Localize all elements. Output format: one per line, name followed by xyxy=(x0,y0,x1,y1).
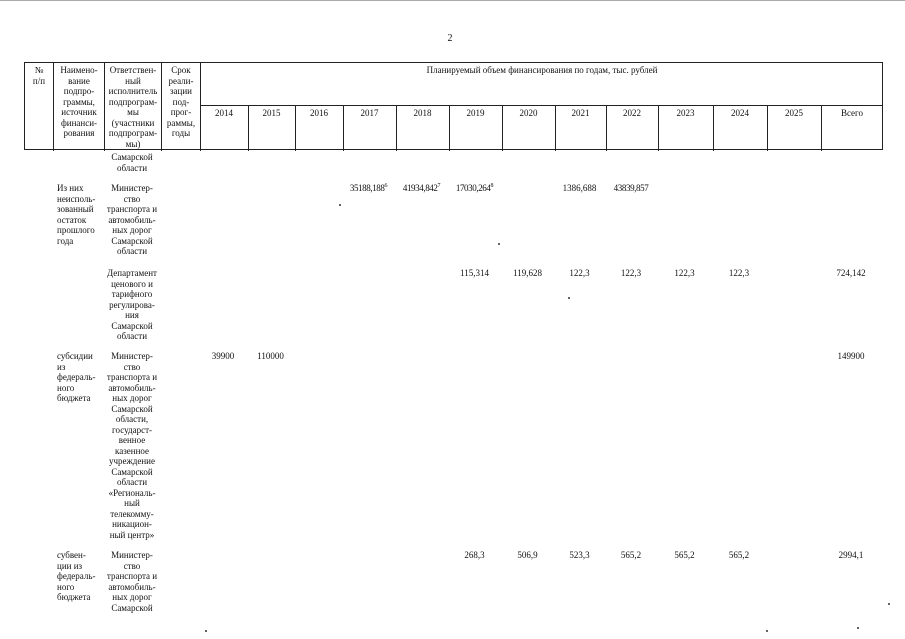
value-text: 115,314 xyxy=(460,268,489,278)
value-text: 17030,264 xyxy=(455,183,491,193)
value-cell xyxy=(199,351,247,362)
page-number: 2 xyxy=(447,33,453,44)
year-header-2021: 2021 xyxy=(571,108,590,118)
value-cell xyxy=(247,351,294,362)
year-header-2017: 2017 xyxy=(360,108,379,118)
scan-speck xyxy=(568,297,570,299)
value-text: 39900 xyxy=(211,351,235,361)
col-term-header: Срок реали- зации под- прог- раммы, годы xyxy=(166,65,196,138)
scan-speck xyxy=(888,603,890,605)
row-name: субвен- ции из федераль- ного бюджета xyxy=(57,550,96,602)
value-cell xyxy=(820,351,882,362)
scan-speck xyxy=(766,630,768,632)
value-text: 122,3 xyxy=(728,268,750,278)
row-executor: Министер- ство транспорта и автомобиль- ных дорог Самарской области xyxy=(106,183,158,256)
value-cell xyxy=(342,183,395,194)
value-cell xyxy=(820,268,882,279)
row-executor: Департамент ценового и тарифного регулирова- ния Самарской области xyxy=(107,268,157,341)
footnote-mark: 8 xyxy=(490,183,494,189)
value-text: 122,3 xyxy=(569,268,590,278)
value-cell xyxy=(395,183,448,194)
value-cell xyxy=(448,183,501,194)
value-text: 149900 xyxy=(837,351,865,361)
footnote-mark: 7 xyxy=(437,183,441,189)
scan-speck xyxy=(498,243,500,245)
divider xyxy=(200,105,883,106)
year-header-2025: 2025 xyxy=(785,108,803,118)
col-name-header: Наимено- вание подпро- граммы, источник финанси- рования xyxy=(60,65,98,138)
row-name: субсидии из федераль- ного бюджета xyxy=(57,351,96,403)
value-text: 1386,688 xyxy=(562,183,597,193)
value-cell xyxy=(657,550,712,561)
year-header-total: Всего xyxy=(840,108,864,118)
value-text: 2994,1 xyxy=(838,550,864,560)
value-cell xyxy=(605,183,657,194)
value-cell xyxy=(712,550,766,561)
value-text: 41934,842 xyxy=(402,183,438,193)
value-text: 724,142 xyxy=(836,268,866,278)
col-executor-header: Ответствен- ный исполнитель подпрограм- мы (участники подпрограм- мы) xyxy=(108,65,158,149)
row-executor: Министер- ство транспорта и автомобиль- ных дорог Самарской xyxy=(106,550,158,613)
value-cell xyxy=(448,268,501,279)
value-cell xyxy=(712,268,766,279)
value-cell xyxy=(657,268,712,279)
row-executor: Министер- ство транспорта и автомобиль- ных дорог Самарской области, государст- венное казенное учреждение Самарской области «Региональ- ный телекомму- никацион- ный центр» xyxy=(106,351,158,540)
value-cell xyxy=(554,268,605,279)
value-text: 110000 xyxy=(257,351,284,361)
divider xyxy=(200,63,201,151)
value-text: 119,628 xyxy=(513,268,542,278)
year-header-2019: 2019 xyxy=(466,108,485,118)
scan-speck xyxy=(857,627,859,629)
scan-speck xyxy=(339,204,341,206)
row-name: Из них неисполь- зованный остаток прошлого года xyxy=(57,183,96,246)
value-cell xyxy=(554,183,605,194)
year-header-2018: 2018 xyxy=(413,108,432,118)
value-cell xyxy=(501,550,554,561)
value-cell xyxy=(605,268,657,279)
year-header-2024: 2024 xyxy=(731,108,749,118)
year-header-2022: 2022 xyxy=(623,108,641,118)
value-text: 122,3 xyxy=(674,268,695,278)
table-header xyxy=(24,62,883,150)
carryover-executor: Самарской области xyxy=(111,152,153,173)
year-header-2016: 2016 xyxy=(310,108,328,118)
col-num-header: № п/п xyxy=(32,65,46,86)
value-text: 565,2 xyxy=(674,550,695,560)
value-text: 506,9 xyxy=(517,550,538,560)
top-border xyxy=(0,0,905,1)
year-header-2015: 2015 xyxy=(262,108,281,118)
value-text: 523,3 xyxy=(569,550,590,560)
footnote-mark: 6 xyxy=(384,183,388,189)
year-header-2023: 2023 xyxy=(676,108,695,118)
value-cell xyxy=(605,550,657,561)
value-text: 122,3 xyxy=(620,268,642,278)
value-cell xyxy=(820,550,882,561)
value-text: 565,2 xyxy=(728,550,750,560)
value-cell xyxy=(501,268,554,279)
value-text: 43839,857 xyxy=(613,183,649,193)
scan-speck xyxy=(205,630,207,632)
year-header-2020: 2020 xyxy=(519,108,538,118)
value-text: 268,3 xyxy=(464,550,485,560)
value-cell xyxy=(448,550,501,561)
value-text: 35188,188 xyxy=(349,183,385,193)
value-cell xyxy=(554,550,605,561)
col-planned-header: Планируемый объем финансирования по годам, тыс. рублей xyxy=(426,65,658,75)
year-header-2014: 2014 xyxy=(215,108,233,118)
value-text: 565,2 xyxy=(620,550,642,560)
